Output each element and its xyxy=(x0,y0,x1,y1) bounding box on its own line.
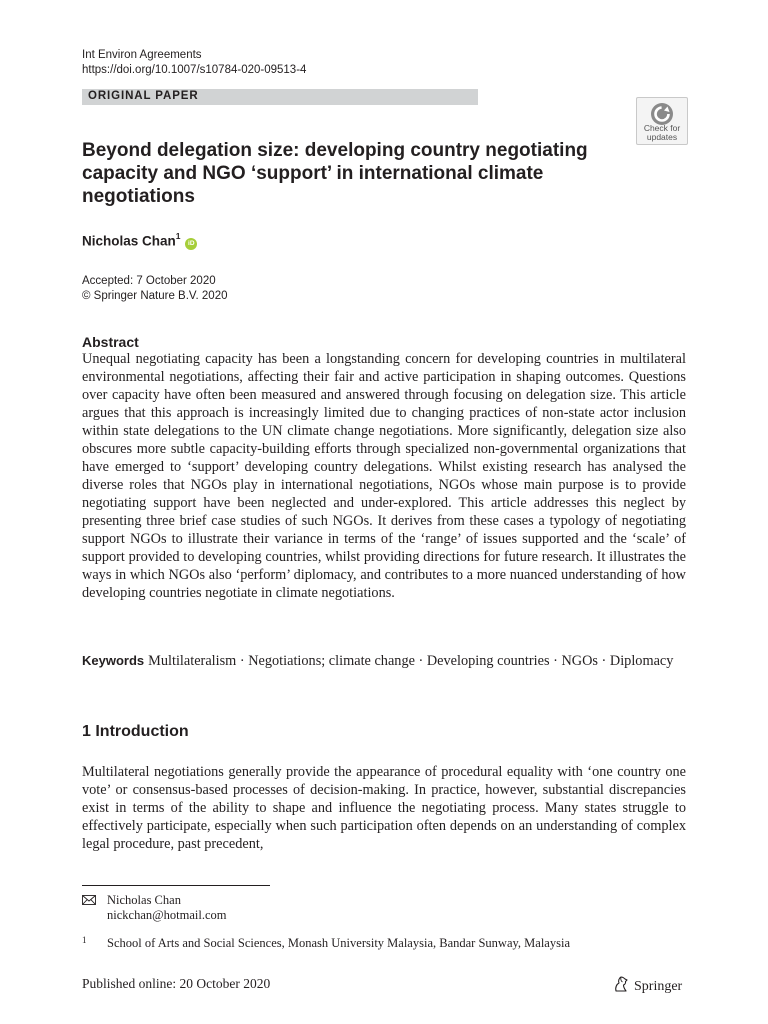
journal-name: Int Environ Agreements xyxy=(82,49,202,61)
badge-line-2: updates xyxy=(646,132,678,142)
keywords-label: Keywords xyxy=(82,653,145,668)
introduction-text: Multilateral negotiations generally provide the appearance of procedural equality with ‘one country one vote’ or consensus-based processes of decision-making. In practice, however, substantial discrepancies exist in terms of the ability to shape and influence the negotiating process. Many states struggle to effectively participate, especially when such participation often depends on an understanding of complex legal procedure, past precedent, xyxy=(82,764,686,852)
abstract-heading: Abstract xyxy=(82,334,139,350)
affiliation-text: School of Arts and Social Sciences, Monash University Malaysia, Bandar Sunway, Malaysia xyxy=(107,936,570,950)
affiliation-number: 1 xyxy=(82,935,87,945)
publisher-name: Springer xyxy=(634,979,683,994)
article-type-label: ORIGINAL PAPER xyxy=(88,90,199,102)
springer-horse-icon xyxy=(612,975,630,993)
accepted-date: Accepted: 7 October 2020 xyxy=(82,275,216,287)
author-line xyxy=(82,232,197,250)
keywords-list: Multilateralism · Negotiations; climate change · Developing countries · NGOs · Diplomacy xyxy=(148,653,674,669)
corresponding-author-name: Nicholas Chan xyxy=(107,893,181,907)
paper-title: Beyond delegation size: developing country negotiating capacity and NGO ‘support’ in international climate negotiations xyxy=(82,140,588,207)
introduction-heading: 1 Introduction xyxy=(82,723,189,740)
corresponding-author-email[interactable]: nickchan@hotmail.com xyxy=(107,908,227,922)
doi-link[interactable]: https://doi.org/10.1007/s10784-020-09513-4 xyxy=(82,64,307,76)
abstract-text: Unequal negotiating capacity has been a longstanding concern for developing countries in multilateral environmental negotiations, affecting their fair and active participation in shaping outcomes. Questions over capacity have often been measured and answered through focusing on delegation size. This article argues that this approach is increasingly limited due to changing practices of non-state actor inclusion within state delegations to the UN climate change negotiations. More significantly, delegation size also obscures more subtle capacity-building efforts through specialized non-governmental organizations that have emerged to ‘support’ developing country delegations. Whilst existing research has analysed the diverse roles that NGOs play in international negotiations, NGOs whose main purpose is to provide negotiating support have been neglected and under-explored. This article addresses this neglect by presenting three brief case studies of such NGOs. It derives from these cases a typology of negotiating support NGOs to illustrate their variance in terms of the ‘range’ of issues supported and the ‘scale’ of support provided to developing countries, whilst providing directions for future research. It illustrates the ways in which NGOs also ‘perform’ diplomacy, and contributes to a more nuanced understanding of how developing countries negotiate in climate negotiations. xyxy=(82,351,686,601)
mail-icon xyxy=(82,895,96,905)
author-name[interactable]: Nicholas Chan xyxy=(82,233,176,249)
orcid-icon[interactable]: iD xyxy=(185,238,197,250)
keywords-section xyxy=(82,652,686,670)
footnote-divider xyxy=(82,885,270,886)
author-affiliation-mark: 1 xyxy=(175,231,181,241)
article-type-banner xyxy=(82,89,478,105)
check-for-updates-badge[interactable] xyxy=(636,97,688,145)
published-date: Published online: 20 October 2020 xyxy=(82,976,271,991)
copyright-notice: © Springer Nature B.V. 2020 xyxy=(82,290,228,302)
publisher-logo[interactable] xyxy=(612,975,682,998)
badge-line-1: Check for xyxy=(643,123,681,133)
